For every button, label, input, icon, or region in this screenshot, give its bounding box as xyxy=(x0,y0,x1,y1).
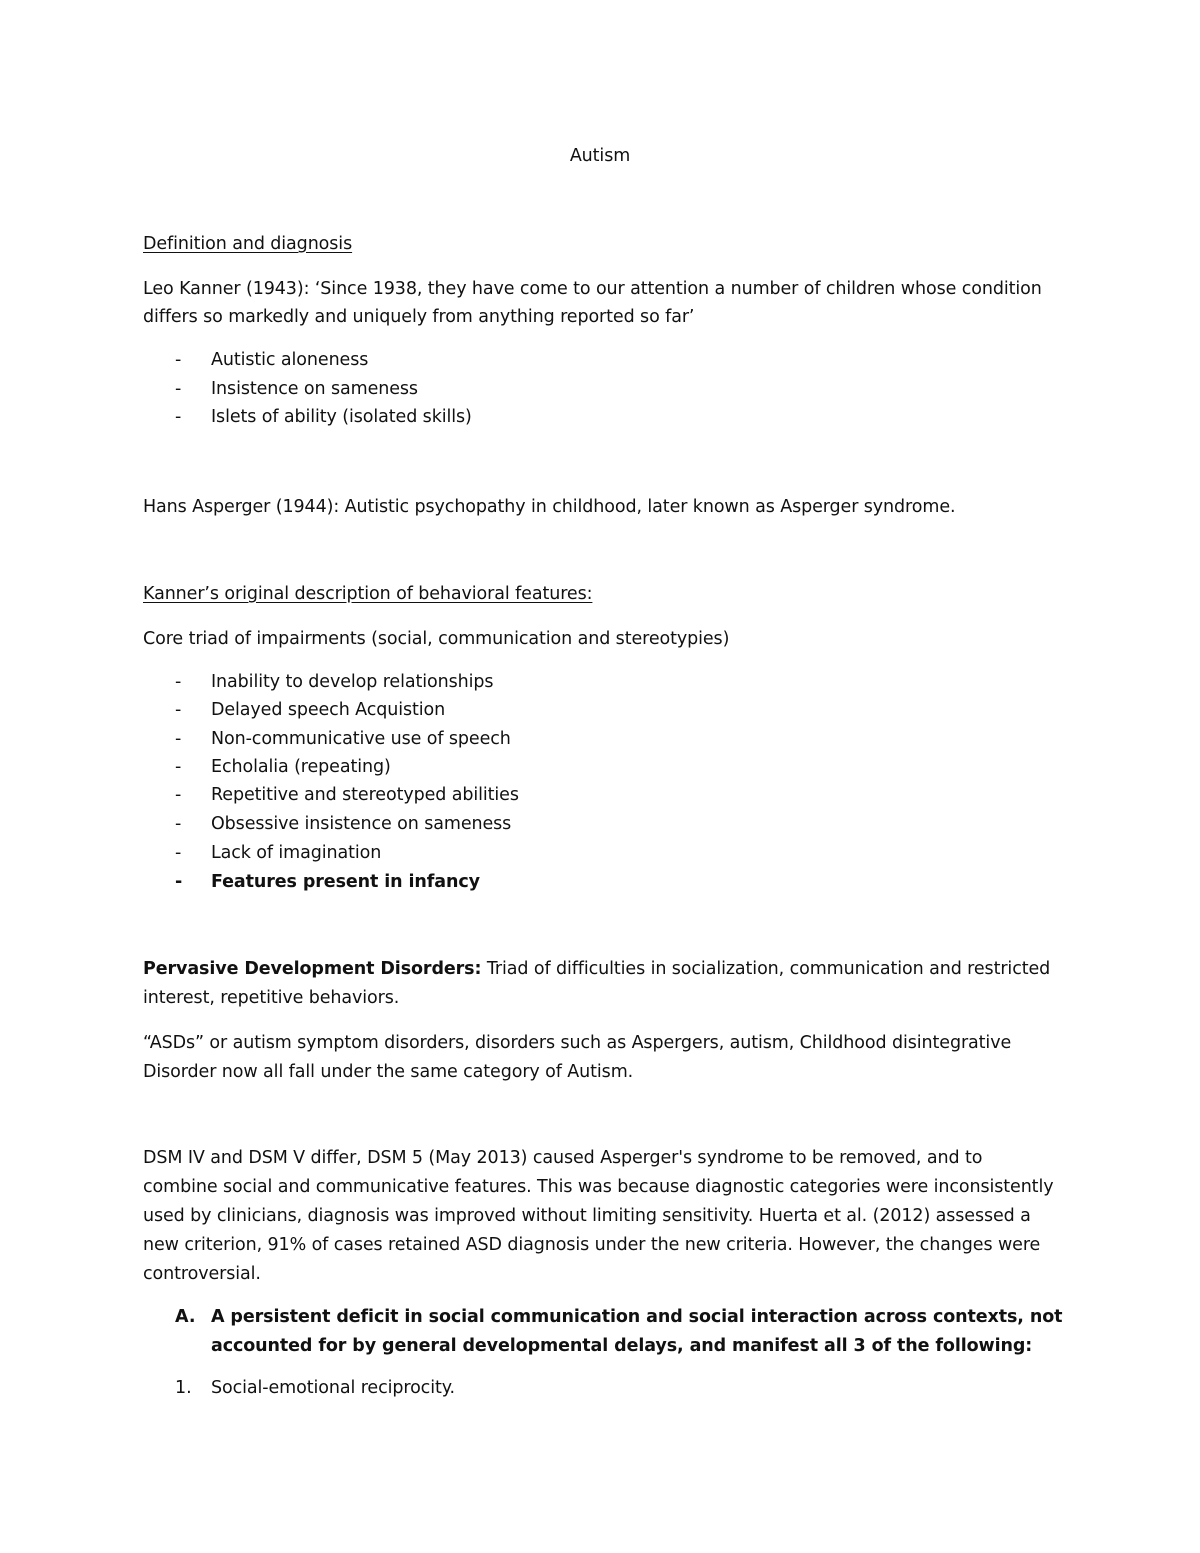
bullet-marker: - xyxy=(175,785,182,805)
list-item: Inability to develop relationships xyxy=(211,672,494,692)
bullet-marker: - xyxy=(175,814,182,834)
asds-line-2: Disorder now all fall under the same category of Autism. xyxy=(143,1062,634,1082)
dsm-line-4: new criterion, 91% of cases retained ASD diagnosis under the new criteria. However, the changes were xyxy=(143,1235,1041,1255)
dsm-line-2: combine social and communicative features. This was because diagnostic categories were inconsistently xyxy=(143,1177,1054,1197)
kanner-quote-label: Leo Kanner (1943): xyxy=(143,279,310,299)
list-item: Autistic aloneness xyxy=(211,350,369,370)
asperger-label: Hans Asperger (1944): xyxy=(143,497,340,517)
asperger-paragraph xyxy=(143,495,955,519)
bullet-marker: - xyxy=(175,672,182,692)
bullet-marker: - xyxy=(175,757,182,777)
section-heading-kanner-features: Kanner’s original description of behavioral features: xyxy=(143,584,593,604)
list-item: Delayed speech Acquistion xyxy=(211,700,446,720)
list-item-bold: Features present in infancy xyxy=(211,872,480,892)
list-item: Lack of imagination xyxy=(211,843,382,863)
pdd-label: Pervasive Development Disorders: xyxy=(143,959,482,979)
pdd-line-2: interest, repetitive behaviors. xyxy=(143,988,400,1008)
bullet-marker: - xyxy=(175,729,182,749)
criterion-a-line-1: A persistent deficit in social communication and social interaction across contexts, not xyxy=(211,1307,1063,1327)
criterion-1-text: Social-emotional reciprocity. xyxy=(211,1378,455,1398)
kanner-quote-line-2: differs so markedly and uniquely from anything reported so far’ xyxy=(143,307,695,327)
bullet-marker: - xyxy=(175,379,182,399)
list-item: Islets of ability (isolated skills) xyxy=(211,407,472,427)
pdd-text: Triad of difficulties in socialization, communication and restricted xyxy=(481,959,1051,979)
dsm-line-3: used by clinicians, diagnosis was improved without limiting sensitivity. Huerta et al. (2012) assessed a xyxy=(143,1206,1031,1226)
dsm-line-5: controversial. xyxy=(143,1264,261,1284)
section-heading-definition: Definition and diagnosis xyxy=(143,234,353,254)
bullet-marker: - xyxy=(175,872,183,892)
bullet-marker: - xyxy=(175,407,182,427)
asds-line-1: “ASDs” or autism symptom disorders, disorders such as Aspergers, autism, Childhood disintegrative xyxy=(143,1033,1012,1053)
kanner-quote-line-1 xyxy=(143,277,1042,301)
asperger-text: Autistic psychopathy in childhood, later known as Asperger syndrome. xyxy=(339,497,956,517)
list-item: Non-communicative use of speech xyxy=(211,729,511,749)
document-title: Autism xyxy=(569,146,631,166)
bullet-marker: - xyxy=(175,843,182,863)
list-item: Repetitive and stereotyped abilities xyxy=(211,785,519,805)
dsm-line-1: DSM IV and DSM V differ, DSM 5 (May 2013) caused Asperger's syndrome to be removed, and to xyxy=(143,1148,983,1168)
criterion-a-line-2: accounted for by general developmental delays, and manifest all 3 of the following: xyxy=(211,1336,1033,1356)
criterion-1-marker: 1. xyxy=(175,1378,192,1398)
list-item: Obsessive insistence on sameness xyxy=(211,814,512,834)
bullet-marker: - xyxy=(175,700,182,720)
pdd-line-1 xyxy=(143,957,1050,981)
kanner-quote-text: ‘Since 1938, they have come to our attention a number of children whose condition xyxy=(309,279,1042,299)
criterion-a-marker: A. xyxy=(175,1307,196,1327)
core-triad-text: Core triad of impairments (social, communication and stereotypies) xyxy=(143,629,730,649)
list-item: Echolalia (repeating) xyxy=(211,757,391,777)
bullet-marker: - xyxy=(175,350,182,370)
list-item: Insistence on sameness xyxy=(211,379,418,399)
